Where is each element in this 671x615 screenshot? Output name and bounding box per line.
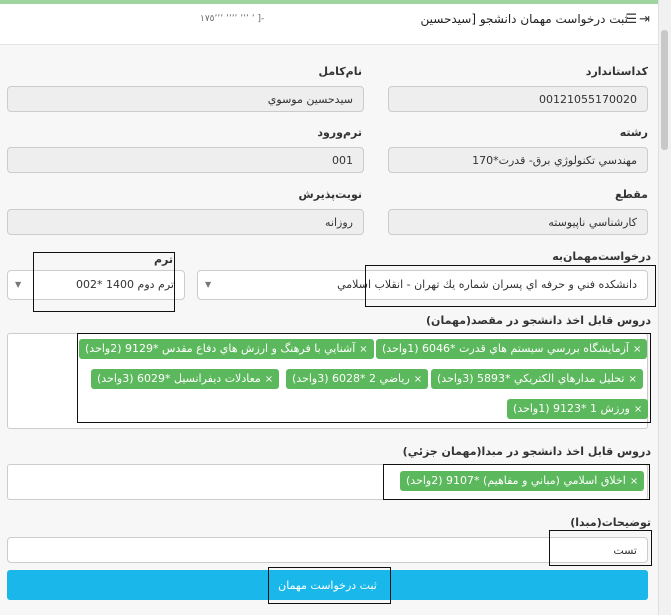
description-input[interactable]: تست bbox=[7, 537, 648, 563]
shift-field: روزانه bbox=[7, 209, 364, 235]
menu-sliders-icon[interactable]: ☰ bbox=[625, 12, 638, 27]
remove-tag-icon[interactable]: × bbox=[413, 374, 423, 385]
request-to-value: دانشکده فني و حرفه اي پسران شماره يك تهران - انقلاب اسلامي bbox=[337, 278, 637, 291]
remove-tag-icon[interactable]: × bbox=[264, 374, 274, 385]
scrollbar-thumb[interactable] bbox=[661, 30, 668, 150]
course-tag[interactable]: ×آشنايي با فرهنگ و ارزش هاي دفاع مقدس *9129 (2واحد) bbox=[79, 339, 374, 359]
course-tag[interactable]: ×رياضي 2 *6028 (3واحد) bbox=[286, 369, 428, 389]
request-to-label: درخواست‌مهمان‌به bbox=[552, 250, 651, 263]
course-tag[interactable]: ×ورزش 1 *9123 (1واحد) bbox=[507, 399, 648, 419]
student-code-label: کداستاندارد bbox=[585, 65, 648, 78]
description-label: توضیحات(مبدا) bbox=[570, 516, 651, 529]
course-tag[interactable]: ×آزمايشگاه بررسي سيستم هاي قدرت *6046 (1واحد) bbox=[376, 339, 647, 359]
remove-tag-icon[interactable]: × bbox=[628, 374, 637, 385]
term-select[interactable] bbox=[7, 270, 185, 300]
entry-term-label: ترم‌ورود bbox=[317, 126, 362, 139]
submit-request-button[interactable]: ثبت درخواست مهمان bbox=[7, 570, 648, 600]
course-tag[interactable]: ×معادلات ديفرانسيل *6029 (3واحد) bbox=[91, 369, 279, 389]
remove-tag-icon[interactable]: × bbox=[359, 344, 368, 355]
chevron-down-icon: ▼ bbox=[15, 280, 22, 289]
level-field: کارشناسي ناپيوسته bbox=[388, 209, 648, 235]
term-value: ترم دوم 1400 *002 bbox=[76, 278, 174, 291]
full-name-label: نام‌کامل bbox=[318, 65, 362, 78]
remove-tag-icon[interactable]: × bbox=[632, 344, 642, 355]
term-label: ترم bbox=[153, 253, 173, 266]
entry-term-field: 001 bbox=[7, 147, 364, 173]
course-tag[interactable]: ×اخلاق اسلامي (مباني و مفاهيم) *9107 (2واحد) bbox=[400, 471, 644, 491]
shift-label: نوبت‌پذیرش bbox=[298, 188, 362, 201]
full-name-field: سیدحسین موسوي bbox=[7, 86, 364, 112]
header-extra-text: ٬ ٬٬٬ ٬٬٬٬ ١٧٥٬٬٬ ]- bbox=[200, 14, 265, 24]
header-accent-line bbox=[0, 0, 658, 4]
page-title: ثبت درخواست مهمان دانشجو [سيدحسين bbox=[420, 12, 628, 26]
dest-courses-label: دروس قابل اخذ دانشجو در مقصد(مهمان) bbox=[426, 314, 651, 327]
origin-courses-label: دروس قابل اخذ دانشجو در مبدا(مهمان جزئي) bbox=[402, 445, 651, 458]
major-label: رشته bbox=[619, 126, 648, 139]
back-arrow-icon[interactable]: ⇥ bbox=[639, 12, 650, 27]
level-label: مقطع bbox=[615, 188, 648, 201]
course-tag[interactable]: ×تحليل مدارهاي الکتريکي *5893 (3واحد) bbox=[431, 369, 643, 389]
remove-tag-icon[interactable]: × bbox=[633, 404, 643, 415]
student-code-field: 00121055170020 bbox=[388, 86, 648, 112]
major-field: مهندسي تکنولوژي برق- قدرت*170 bbox=[388, 147, 648, 173]
request-to-select[interactable] bbox=[197, 270, 648, 300]
remove-tag-icon[interactable]: × bbox=[629, 476, 639, 487]
page-header bbox=[0, 0, 658, 45]
chevron-down-icon: ▼ bbox=[205, 280, 212, 289]
